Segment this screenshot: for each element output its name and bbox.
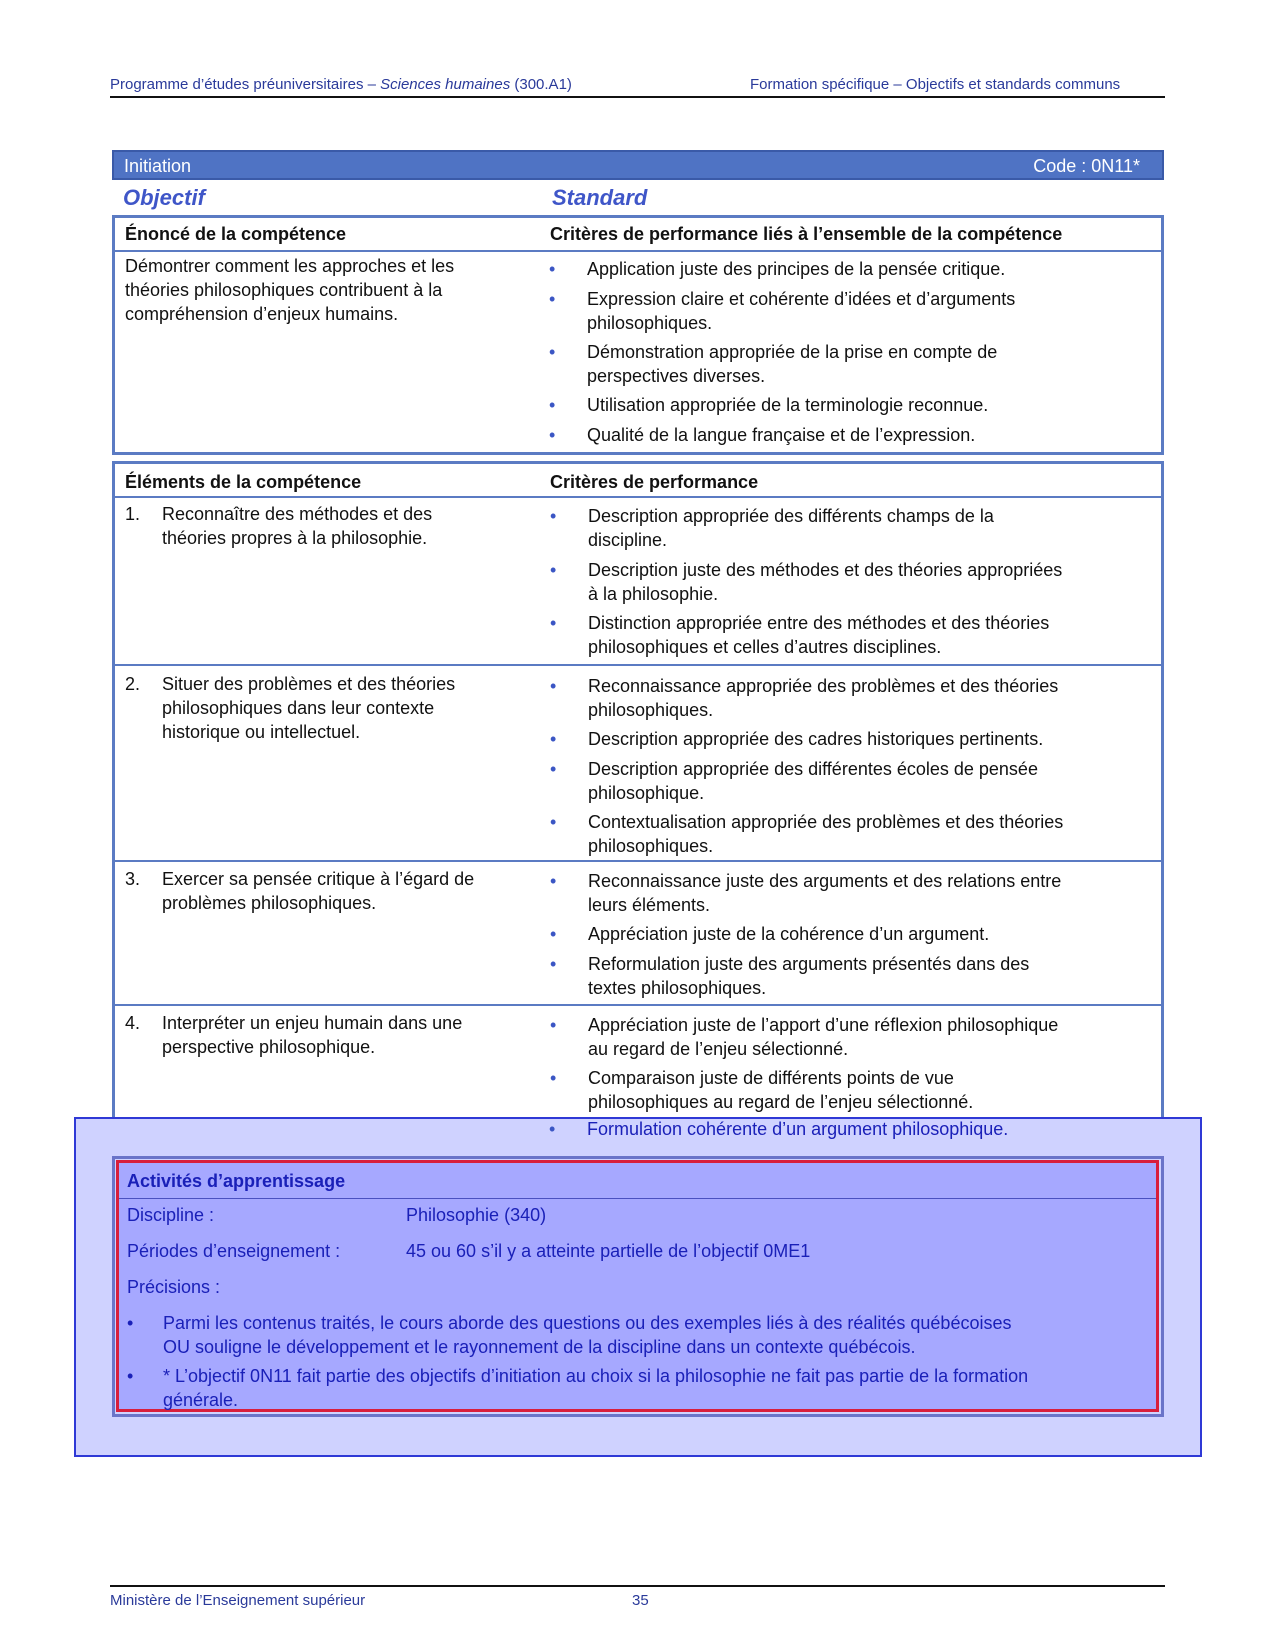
divider <box>115 496 1161 498</box>
header-program-name: Sciences humaines <box>380 76 511 93</box>
element-number: 4. <box>125 1013 141 1033</box>
precision-item: • Parmi les contenus traités, le cours aborde des questions ou des exemples liés à des réalités québécoises OU souligne le développement et le rayonnement de la discipline dans un contexte québécois. <box>163 1311 1011 1359</box>
criterion: • Expression claire et cohérente d’idées et d’arguments philosophiques. <box>587 287 1015 335</box>
elements-heading: Éléments de la compétence <box>125 472 362 492</box>
standard-label: Standard <box>552 185 648 210</box>
criterion: • Démonstration appropriée de la prise en compte de perspectives diverses. <box>587 340 997 388</box>
criterion: • Description appropriée des cadres historiques pertinents. <box>588 727 1043 751</box>
element-number: 2. <box>125 674 141 694</box>
criterion: • Qualité de la langue française et de l’expression. <box>587 423 975 447</box>
statement-line: Démontrer comment les approches et les <box>125 256 455 276</box>
criterion: • Utilisation appropriée de la terminologie reconnue. <box>587 393 988 417</box>
element-text: Situer des problèmes et des théories philosophiques dans leur contexte historique ou intellectuel. <box>162 674 456 742</box>
element-text: Interpréter un enjeu humain dans une perspective philosophique. <box>162 1013 463 1057</box>
header-rule <box>110 96 1165 98</box>
activities-divider <box>119 1198 1156 1199</box>
competence-box <box>112 215 1164 455</box>
statement-line: théories philosophiques contribuent à la <box>125 280 443 300</box>
page-number: 35 <box>632 1592 649 1609</box>
criterion: • Distinction appropriée entre des méthodes et des théories philosophiques et celles d’autres disciplines. <box>588 611 1049 659</box>
competence-heading: Énoncé de la compétence <box>125 224 347 244</box>
element-text: Exercer sa pensée critique à l’égard de problèmes philosophiques. <box>162 869 475 913</box>
discipline-value: Philosophie (340) <box>406 1205 547 1225</box>
title-bar <box>112 150 1164 180</box>
course-code: Code : 0N11* <box>1033 156 1140 176</box>
criterion: • Reconnaissance juste des arguments et des relations entre leurs éléments. <box>588 869 1061 917</box>
criterion: • Comparaison juste de différents points de vue philosophiques au regard de l’enjeu sélectionné. <box>588 1066 973 1114</box>
discipline-label: Discipline : <box>127 1205 215 1225</box>
running-header-right: Formation spécifique – Objectifs et standards communs <box>750 76 1121 93</box>
criteria-heading: Critères de performance <box>550 472 759 492</box>
footer-ministry: Ministère de l’Enseignement supérieur <box>110 1592 366 1609</box>
element-text: Reconnaître des méthodes et des théories propres à la philosophie. <box>162 504 433 548</box>
objectif-label: Objectif <box>123 185 205 210</box>
header-prefix: Programme d’études préuniversitaires – <box>110 76 381 93</box>
criterion: • Reconnaissance appropriée des problèmes et des théories philosophiques. <box>588 674 1058 722</box>
criterion: • Contextualisation appropriée des problèmes et des théories philosophiques. <box>588 810 1063 858</box>
precisions-label: Précisions : <box>127 1277 221 1297</box>
precision-item: • * L’objectif 0N11 fait partie des objectifs d’initiation au choix si la philosophie ne fait pas partie de la formation générale. <box>163 1364 1028 1412</box>
elements-box <box>112 461 1164 1148</box>
criterion: • Description appropriée des différentes écoles de pensée philosophique. <box>588 757 1038 805</box>
criterion: • Reformulation juste des arguments présentés dans des textes philosophiques. <box>588 952 1029 1000</box>
criterion: • Appréciation juste de la cohérence d’un argument. <box>588 922 989 946</box>
divider <box>115 860 1161 862</box>
criterion: • Application juste des principes de la pensée critique. <box>587 257 1005 281</box>
header-suffix: (300.A1) <box>510 76 572 93</box>
element-number: 1. <box>125 504 141 524</box>
criterion: • Formulation cohérente d’un argument philosophique. <box>587 1117 1008 1141</box>
divider <box>115 250 1161 252</box>
global-criteria-heading: Critères de performance liés à l’ensemble de la compétence <box>550 224 1063 244</box>
activities-title: Activités d’apprentissage <box>127 1171 346 1191</box>
criterion: • Description appropriée des différents champs de la discipline. <box>588 504 994 552</box>
running-header-left <box>110 76 572 93</box>
element-number: 3. <box>125 869 141 889</box>
footer-rule <box>110 1585 1165 1587</box>
divider <box>115 1004 1161 1006</box>
criterion: • Appréciation juste de l’apport d’une réflexion philosophique au regard de l’enjeu sélectionné. <box>588 1013 1058 1061</box>
divider <box>115 664 1161 666</box>
statement-line: compréhension d’enjeux humains. <box>125 304 399 324</box>
periods-label: Périodes d’enseignement : <box>127 1241 341 1261</box>
title-left: Initiation <box>124 156 192 176</box>
activities-box <box>116 1160 1159 1412</box>
criterion: • Description juste des méthodes et des théories appropriées à la philosophie. <box>588 558 1062 606</box>
periods-value: 45 ou 60 s’il y a atteinte partielle de l’objectif 0ME1 <box>406 1241 811 1261</box>
